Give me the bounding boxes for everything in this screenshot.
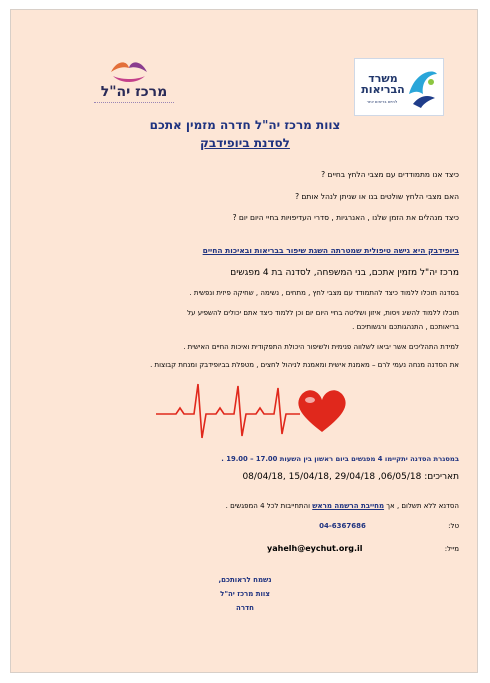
- question-1: כיצד אנו מתמודדים עם מצבי הלחץ בחיים ?: [321, 170, 459, 179]
- moh-logo-subtitle: לחיים בריאים יותר: [366, 99, 398, 104]
- page-subtitle: לסדנת ביופידבק: [200, 136, 290, 150]
- signature-line-1: נשמח לראותכם,: [218, 576, 272, 584]
- yahel-logo-rule: [94, 102, 174, 106]
- paragraph-1: בסדנה תוכלו ללמוד כיצד להתמודד עם מצבי לחץ , מתחים , נשימה , שחיקה פיזית ונפשית .: [189, 289, 459, 297]
- phone-number[interactable]: 04-6367686: [319, 522, 366, 530]
- invite-text: מרכז יה"ל מזמין אתכם, בני המשפחה, לסדנה בת 4 מפגשים: [230, 268, 459, 278]
- fee-prefix: הסדנא ללא תשלום , אך: [386, 502, 459, 510]
- ecg-heart-image: [154, 372, 354, 450]
- paragraph-3: בריאותכם , התנהגותכם ורגשותיכם .: [352, 323, 459, 331]
- fee-line: [226, 502, 459, 510]
- moh-swirl-icon: [405, 64, 439, 110]
- flyer-page: [10, 9, 478, 673]
- fee-suffix: והתחייבות לכל 4 המפגשים .: [225, 502, 310, 510]
- registration-required: מחייבת הרשמה מראש: [312, 502, 385, 510]
- intro-heading: ביופידבק היא גישה טיפולית שמטרתה השגת שיפור בבריאות ובאיכות החיים: [202, 246, 459, 255]
- email-address[interactable]: yahelh@eychut.org.il: [267, 544, 363, 553]
- dates-value: 08/04/18, 15/04/18, 29/04/18 ,06/05/18: [242, 472, 422, 482]
- signature-line-3: חדרה: [236, 604, 254, 612]
- dates-line: [242, 472, 459, 482]
- paragraph-5: את הסדנה מנחה נעמי לרם – מאמנת אישית ומאמנת לניהול לחצים , מטפלת בביופידבק ומנחת קבוצות .: [150, 361, 459, 369]
- schedule-text: במסגרת הסדנה יתקיימו 4 מפגשים ביום ראשון בין השעות 17.00 – 19.00 .: [221, 455, 459, 463]
- email-line: [267, 544, 459, 553]
- page-title: צוות מרכז יה"ל חדרה מזמין אתכם: [149, 118, 341, 132]
- ministry-of-health-logo: [354, 58, 444, 116]
- signature-line-2: צוות מרכז יה"ל: [220, 590, 270, 598]
- moh-logo-text: משרד הבריאות: [361, 72, 405, 96]
- question-3: כיצד מנהלים את הזמן שלנו , האנרגיות , סדרי העדיפויות בחיי היום יום ?: [232, 213, 459, 222]
- question-2: האם מצבי הלחץ שולטים בנו או שניתן לנהל אותם ?: [295, 192, 459, 201]
- paragraph-4: למידת התהליכים אשר יביאו לשלווה פנימית ולשיפור היכולת התפקודית ואיכות החיים האישית .: [183, 343, 459, 351]
- paragraph-2: תוכלו ללמוד להשיג ויסות, איזון ושליטה בחיי היום יום וכן ללמוד כיצד אתם יכולים להשפיע על: [187, 309, 459, 317]
- email-label: מייל:: [444, 545, 459, 553]
- yahel-center-logo: [79, 58, 179, 114]
- dates-label: תאריכים:: [424, 472, 459, 482]
- yahel-emblem-icon: [107, 58, 151, 84]
- yahel-logo-text: מרכז יה"ל: [100, 84, 168, 100]
- phone-label: טל:: [448, 522, 459, 530]
- phone-line: [319, 522, 459, 530]
